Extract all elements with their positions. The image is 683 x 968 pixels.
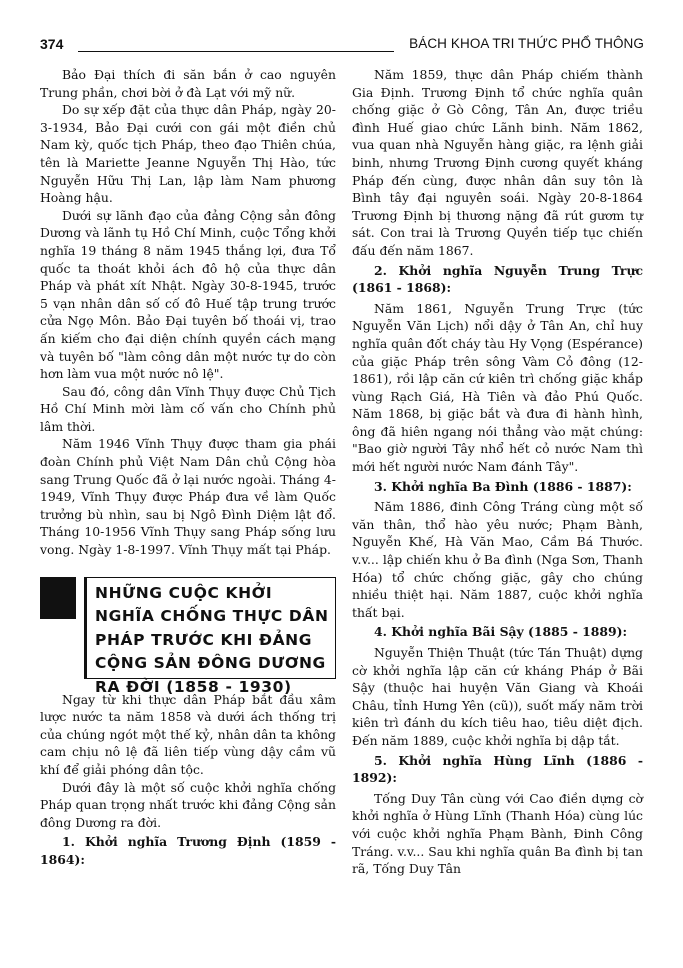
left-column [40,66,336,872]
right-column [352,66,643,878]
paragraph: Sau đó, công dân Vĩnh Thụy được Chủ Tịch Hồ Chí Minh mời làm cố vấn cho Chính phủ lâm thời. [40,383,336,434]
subheading: 3. Khởi nghĩa Ba Đình (1886 - 1887): [374,478,632,494]
subheading: 1. Khởi nghĩa Trương Định (1859 - 1864): [40,834,336,867]
paragraph: Dưới đây là một số cuộc khởi nghĩa chống Pháp quan trọng nhất trước khi đảng Cộng sản đông Dương ra đời. [40,779,336,830]
paragraph: Năm 1859, thực dân Pháp chiếm thành Gia Định. Trương Định tổ chức nghĩa quân chống giặc ở Gò Công, Tân An, được triều đình Huế giao chức Lãnh binh. Năm 1862, vua quan nhà Nguyễn hàng giặc, ra lệnh giải binh, nhưng Trương Định cương quyết kháng Pháp đến cùng, được nhân dân suy tôn là Bình tây đại nguyên soái. Ngày 20-8-1864 Trương Định bị thương nặng đã rút gươm tự sát. Con trai là Trương Quyền tiếp tục chiến đấu đến năm 1867. [352,67,643,258]
paragraph: Nguyễn Thiện Thuật (tức Tán Thuật) dựng cờ khởi nghĩa lập căn cứ kháng Pháp ở Bãi Sậy (thuộc hai huyện Văn Giang và Khoái Châu, tỉnh Hưng Yên (cũ)), suốt mấy năm trời kiên trì đánh du kích tiêu hao, tiêu diệt địch. Đến năm 1889, cuộc khởi nghĩa bị dập tắt. [352,645,643,748]
page-number: 374 [40,36,64,52]
section-title: NHỮNG CUỘC KHỞI NGHĨA CHỐNG THỰC DÂN PHÁP TRƯỚC KHI ĐẢNG CỘNG SẢN ĐÔNG DƯƠNG RA ĐỜI (1858 - 1930) [95,583,329,696]
paragraph: Do sự xếp đặt của thực dân Pháp, ngày 20-3-1934, Bảo Đại cưới con gái một điền chủ Nam kỳ, quốc tịch Pháp, theo đạo Thiên chúa, tên là Mariette Jeanne Nguyễn Thị Hào, tức Nguyễn Hữu Thị Lan, lập làm Nam phương Hoàng hậu. [40,102,336,206]
paragraph: Bảo Đại thích đi săn bắn ở cao nguyên Trung phần, chơi bời ở đà Lạt với mỹ nữ. [40,67,336,100]
subheading: 5. Khởi nghĩa Hùng Lĩnh (1886 - 1892): [352,752,643,786]
paragraph: Dưới sự lãnh đạo của đảng Cộng sản đông Dương và lãnh tụ Hồ Chí Minh, cuộc Tổng khởi nghĩa 19 tháng 8 năm 1945 thắng lợi, đưa Tổ quốc ta thoát khỏi ách đô hộ của thực dân Pháp và phát xít Nhật. Ngày 30-8-1945, trước 5 vạn nhân dân số cố đô Huế tập trung trước cửa Ngọ Môn. Bảo Đại tuyên bố thoái vị, trao ấn kiếm cho đại diện chính quyền cách mạng và tuyên bố "làm công dân một nước tự do còn hơn làm vua một nước nô lệ". [40,207,336,382]
section-title-frame [84,577,336,696]
paragraph: Năm 1946 Vĩnh Thụy được tham gia phái đoàn Chính phủ Việt Nam Dân chủ Cộng hòa sang Trung Quốc đã ở lại nước ngoài. Tháng 4-1949, Vĩnh Thụy được Pháp đưa về làm Quốc trưởng bù nhìn, sau bị Ngô Đình Diệm lật đổ. Tháng 10-1956 Vĩnh Thụy sang Pháp sống lưu vong. Ngày 1-8-1997. Vĩnh Thụy mất tại Pháp. [40,436,336,558]
page-header [40,36,644,56]
paragraph: Năm 1886, đinh Công Tráng cùng một số văn thân, thổ hào yêu nước; Phạm Bành, Nguyễn Khế, Hà Văn Mao, Cầm Bá Thước. v.v... lập chiến khu ở Ba đình (Nga Sơn, Thanh Hóa) tổ chức chống giặc, gây cho chúng nhiều thiệt hại. Năm 1887, cuộc khởi nghĩa thất bại. [352,499,643,620]
paragraph: Ngay từ khi thực dân Pháp bắt đầu xâm lược nước ta năm 1858 và dưới ách thống trị của chúng ngót một thế kỷ, nhân dân ta không cam chịu nô lệ đã liên tiếp vùng dậy cầm vũ khí để giải phóng dân tộc. [40,691,336,777]
paragraph: Tống Duy Tân cùng với Cao điền dựng cờ khởi nghĩa ở Hùng Lĩnh (Thanh Hóa) cùng lúc với cuộc khởi nghĩa Phạm Bành, Đinh Công Tráng. v.v... Sau khi nghĩa quân Ba đình bị tan rã, Tống Duy Tân [352,790,643,877]
subheading: 2. Khởi nghĩa Nguyễn Trung Trực (1861 - 1868): [352,262,643,296]
header-rule [78,51,394,52]
section-heading-box [40,577,336,696]
paragraph: Năm 1861, Nguyễn Trung Trực (tức Nguyễn Văn Lịch) nổi dậy ở Tân An, chỉ huy nghĩa quân đốt cháy tàu Hy Vọng (Espérance) của giặc Pháp trên sông Vàm Cỏ đông (12-1861), rồi lập căn cứ kiên trì chống giặc khắp vùng Rạch Giá, Hà Tiên và đảo Phú Quốc. Năm 1868, bị giặc bắt và đưa đi hành hình, ông đã hiên ngang nói thẳng vào mặt chúng: "Bao giờ người Tây nhổ hết cỏ nước Nam thì mới hết người nước Nam đánh Tây". [352,300,643,475]
section-marker-block [40,577,76,619]
running-head: BÁCH KHOA TRI THỨC PHỔ THÔNG [409,36,644,51]
subheading: 4. Khởi nghĩa Bãi Sậy (1885 - 1889): [374,624,628,640]
